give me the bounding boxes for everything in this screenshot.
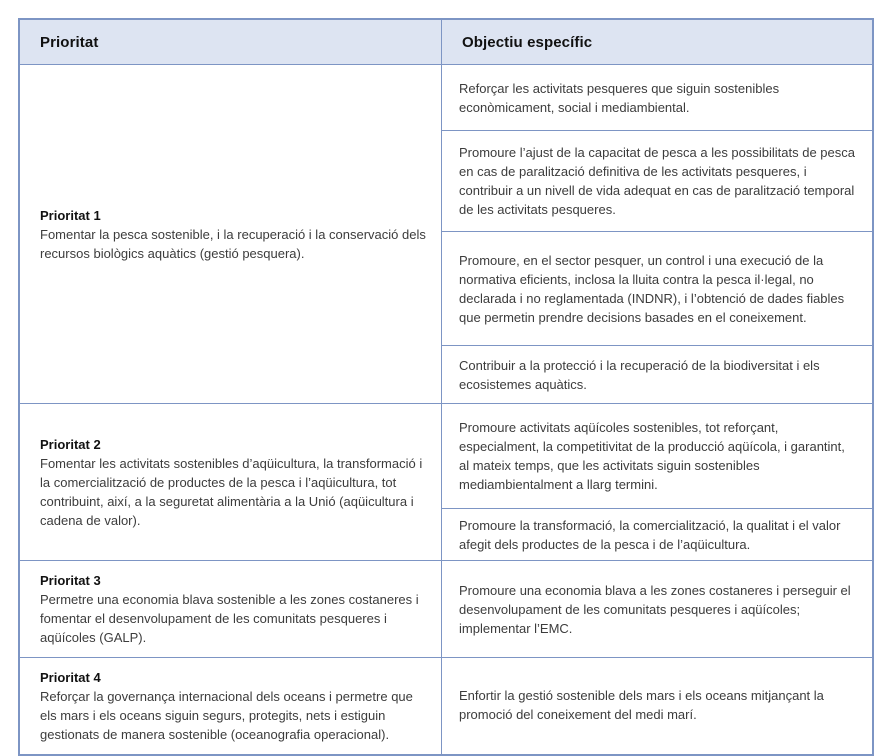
objective-text: Promoure la transformació, la comercialització, la qualitat i el valor afegit dels productes de la pesca i de l’aqüicultura. xyxy=(459,517,841,552)
objective-cell xyxy=(442,404,872,508)
table-body xyxy=(20,64,872,754)
objective-cell xyxy=(442,658,872,752)
priorities-table xyxy=(18,18,874,756)
objective-cell xyxy=(442,345,872,403)
priority-title: Prioritat 3 xyxy=(40,573,101,588)
priority-description: Reforçar la governança internacional dels oceans i permetre que els mars i els oceans siguin segurs, protegits, nets i estiguin gestionats de manera sostenible (oceanografia operacional). xyxy=(40,689,413,742)
priority-row xyxy=(20,657,872,754)
priority-title: Prioritat 1 xyxy=(40,207,101,223)
objective-text: Contribuir a la protecció i la recuperació de la biodiversitat i els ecosistemes aquàtics. xyxy=(459,357,820,392)
objective-cell xyxy=(442,231,872,345)
priority-description: Permetre una economia blava sostenible a les zones costaneres i fomentar el desenvolupament de les comunitats pesqueres i aqüícoles (GALP). xyxy=(40,592,419,645)
priority-cell xyxy=(20,658,442,754)
priority-cell xyxy=(20,65,442,403)
priority-description: Fomentar la pesca sostenible, i la recuperació i la conservació dels recursos biològics aquàtics (gestió pesquera). xyxy=(40,226,426,261)
objective-cell xyxy=(442,130,872,231)
objective-text: Reforçar les activitats pesqueres que siguin sostenibles econòmicament, social i mediambiental. xyxy=(459,80,780,115)
objectives-column xyxy=(442,404,872,560)
objective-text: Enfortir la gestió sostenible dels mars i els oceans mitjançant la promoció del coneixement del medi marí. xyxy=(459,688,824,722)
objective-cell xyxy=(442,561,872,657)
priority-row xyxy=(20,64,872,403)
priority-row xyxy=(20,403,872,560)
column-header-prioritat: Prioritat xyxy=(20,20,442,64)
priority-title: Prioritat 2 xyxy=(40,436,101,452)
table-header-row xyxy=(20,20,872,64)
objectives-column xyxy=(442,658,872,754)
objective-text: Promoure, en el sector pesquer, un control i una execució de la normativa eficients, inclosa la lluita contra la pesca il·legal, no declarada i no reglamentada (INDNR), i l’obtenció de dades fiables que permetin prendre decisions basades en el coneixement. xyxy=(459,252,845,325)
priority-row xyxy=(20,560,872,657)
priority-title: Prioritat 4 xyxy=(40,670,101,685)
objective-cell xyxy=(442,65,872,130)
objective-text: Promoure l’ajust de la capacitat de pesca a les possibilitats de pesca en cas de paralització definitiva de les activitats pesqueres, i contribuir a un nivell de vida adequat en cas de paralització temporal de les activitats pesqueres. xyxy=(459,145,855,217)
objectives-column xyxy=(442,561,872,657)
priority-description: Fomentar les activitats sostenibles d’aqüicultura, la transformació i la comercialització de productes de la pesca i l’aqüicultura, tot contribuint, així, a la seguretat alimentària a la Unió (aqüicultura i cadena de valor). xyxy=(40,455,423,528)
objective-cell xyxy=(442,508,872,560)
priority-cell xyxy=(20,561,442,657)
column-header-objectiu-especific: Objectiu específic xyxy=(462,33,593,51)
objective-text: Promoure activitats aqüícoles sostenibles, tot reforçant, especialment, la competitivitat de la producció aqüícola, i garantint, al mateix temps, que les activitats siguin sostenibles mediambientalment a llarg termini. xyxy=(459,420,845,492)
objective-text: Promoure una economia blava a les zones costaneres i perseguir el desenvolupament de les comunitats pesqueres i aqüícoles; implementar l’EMC. xyxy=(459,582,851,636)
objectives-column xyxy=(442,65,872,403)
priority-cell xyxy=(20,404,442,560)
